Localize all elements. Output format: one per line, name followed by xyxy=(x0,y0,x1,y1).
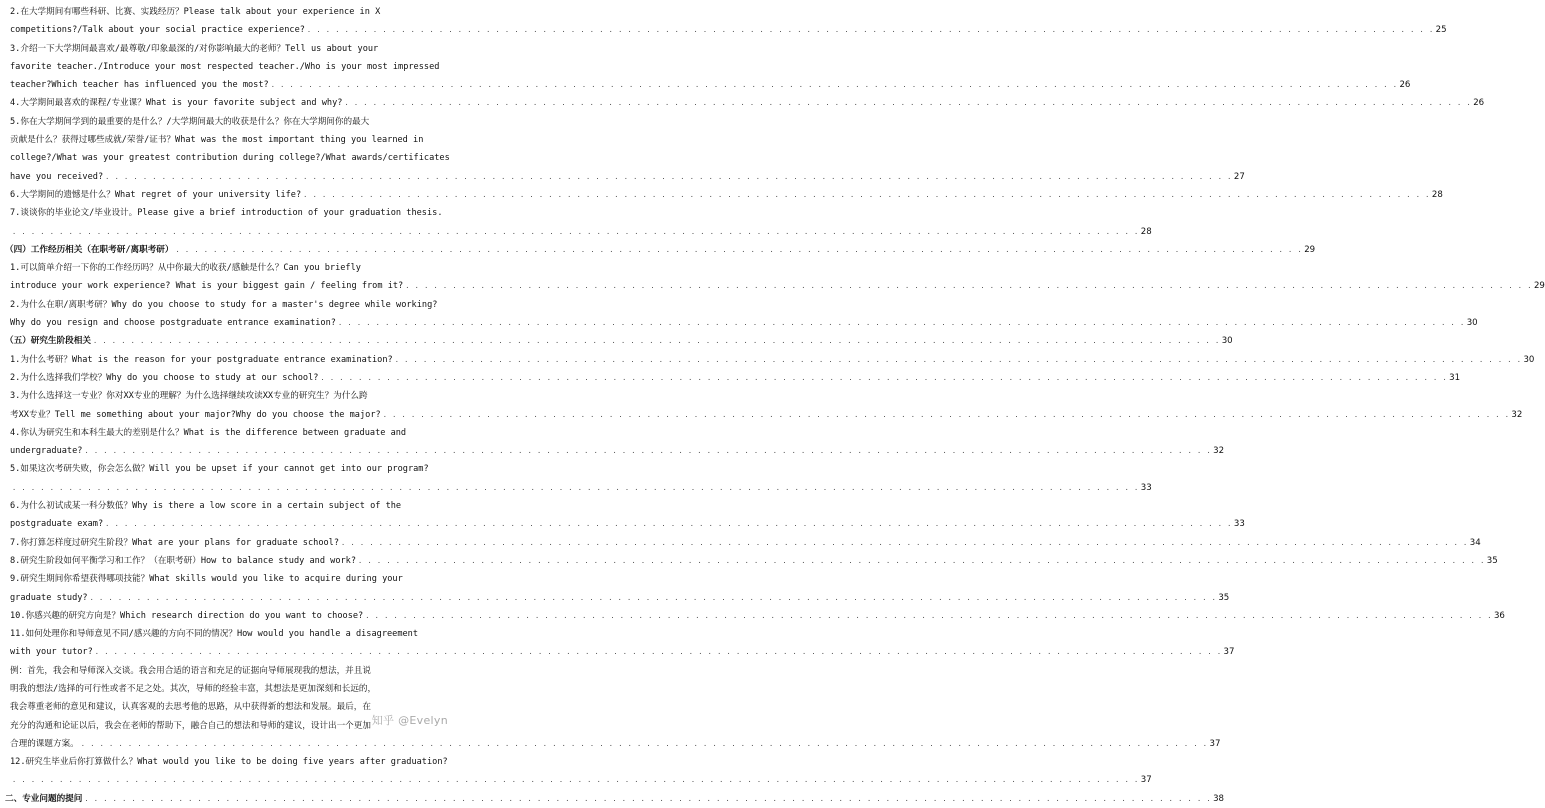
page-number: 29 xyxy=(1304,244,1316,255)
dot-leader: . . . . . . . . . . . . . . . . . . . . . . . . . . . . . . . . . . . . . . . . . . . . . . . . . . . . . . . . . . . . . . . . . . . . . . . . . . . . . . . . . . . . . . . . . . . . . . . . . . . . . . . . . . . . . . . . . . . . . . . . xyxy=(92,337,1220,346)
toc-line xyxy=(10,259,469,277)
toc-text: 7.你打算怎样度过研究生阶段？What are your plans for graduate school? xyxy=(10,537,340,548)
toc-text: 3.介绍一下大学期间最喜欢/最尊敬/印象最深的/对你影响最大的老师？Tell us about your xyxy=(10,43,379,54)
toc-entry[interactable] xyxy=(5,351,1535,369)
toc-text: have you received? xyxy=(10,171,104,182)
toc-entry[interactable] xyxy=(5,94,1485,112)
page-number: 26 xyxy=(1399,80,1411,91)
toc-entry[interactable] xyxy=(5,3,1447,40)
toc-text: college?/What was your greatest contribution during college?/What awards/certificates xyxy=(10,153,450,164)
example-paragraph xyxy=(5,662,1221,753)
toc-line xyxy=(10,771,1152,789)
page-number: 25 xyxy=(1435,25,1447,36)
dot-leader: . . . . . . . . . . . . . . . . . . . . . . . . . . . . . . . . . . . . . . . . . . . . . . . . . . . . . . . . . . . . . . . . . . . . . . . . . . . . . . . . . . . . . . . . . . . . . . . . . . . . . . . . . . . . . . . . . . . . . . . . xyxy=(365,611,1492,620)
page-number: 38 xyxy=(1213,793,1225,804)
page-number: 28 xyxy=(1140,226,1152,237)
toc-text: （四）工作经历相关（在职考研/离职考研） xyxy=(5,244,174,255)
toc-text: 2.在大学期间有哪些科研、比赛、实践经历？Please talk about your experience in X xyxy=(10,7,381,17)
toc-line xyxy=(10,3,469,21)
dot-leader: . . . . . . . . . . . . . . . . . . . . . . . . . . . . . . . . . . . . . . . . . . . . . . . . . . . . . . . . . . . . . . . . . . . . . . . . . . . . . . . . . . . . . . . . . . . . . . . . . . . . . . . . . . . . . . . . . . . . . . . . xyxy=(105,172,1232,181)
dot-leader: . . . . . . . . . . . . . . . . . . . . . . . . . . . . . . . . . . . . . . . . . . . . . . . . . . . . . . . . . . . . . . . . . . . . . . . . . . . . . . . . . . . . . . . . . . . . . . . . . . . . . . . . . . . . . . . . . . . . . . . . xyxy=(175,245,1303,254)
toc-entry[interactable] xyxy=(5,625,1235,662)
toc-text: 2.为什么选择我们学校？Why do you choose to study at our school? xyxy=(10,372,319,383)
toc-entry[interactable] xyxy=(5,369,1461,387)
page-number: 32 xyxy=(1511,409,1523,420)
dot-leader: . . . . . . . . . . . . . . . . . . . . . . . . . . . . . . . . . . . . . . . . . . . . . . . . . . . . . . . . . . . . . . . . . . . . . . . . . . . . . . . . . . . . . . . . . . . . . . . . . . . . . . . . . . . . . . . . . . . . . . . . xyxy=(105,520,1232,529)
page-number: 37 xyxy=(1140,775,1152,786)
dot-leader: . . . . . . . . . . . . . . . . . . . . . . . . . . . . . . . . . . . . . . . . . . . . . . . . . . . . . . . . . . . . . . . . . . . . . . . . . . . . . . . . . . . . . . . . . . . . . . . . . . . . . . . . . . . . . . . . . . . . . . . . xyxy=(94,648,1222,657)
toc-line xyxy=(10,94,1485,112)
chapter-heading[interactable] xyxy=(5,790,1225,808)
watermark: 知乎 @Evelyn xyxy=(371,714,448,727)
toc-entry[interactable] xyxy=(5,497,1245,534)
dot-leader: . . . . . . . . . . . . . . . . . . . . . . . . . . . . . . . . . . . . . . . . . . . . . . . . . . . . . . . . . . . . . . . . . . . . . . . . . . . . . . . . . . . . . . . . . . . . . . . . . . . . . . . . . . . . . . . . . . . . . . . . xyxy=(270,81,1398,90)
toc-line xyxy=(10,479,1152,497)
toc-line xyxy=(10,387,469,405)
toc-line xyxy=(10,643,1235,661)
toc-line xyxy=(10,40,469,58)
page-number: 30 xyxy=(1523,354,1535,365)
chapter-title: 二、专业问题的提问 xyxy=(5,793,83,804)
dot-leader: . . . . . . . . . . . . . . . . . . . . . . . . . . . . . . . . . . . . . . . . . . . . . . . . . . . . . . . . . . . . . . . . . . . . . . . . . . . . . . . . . . . . . . . . . . . . . . . . . . . . . . . . . . . . . . . . . . . . . . . . xyxy=(84,447,1212,456)
toc-entry[interactable] xyxy=(5,753,1152,790)
toc-text: 7.谈谈你的毕业论文/毕业设计。Please give a brief introduction of your graduation thesis. xyxy=(10,208,443,219)
toc-line xyxy=(10,753,469,771)
toc-text: 6.为什么初试成某一科分数低？Why is there a low score in a certain subject of the xyxy=(10,501,402,512)
toc-entry[interactable] xyxy=(5,186,1443,204)
page-number: 29 xyxy=(1533,281,1545,292)
toc-line xyxy=(5,790,1225,808)
toc-entry[interactable] xyxy=(5,460,1152,497)
toc-line xyxy=(10,149,469,167)
toc-line xyxy=(10,296,469,314)
dot-leader: . . . . . . . . . . . . . . . . . . . . . . . . . . . . . . . . . . . . . . . . . . . . . . . . . . . . . . . . . . . . . . . . . . . . . . . . . . . . . . . . . . . . . . . . . . . . . . . . . . . . . . . . . . . . . . . . . . . . . . . . xyxy=(337,319,1465,328)
toc-text: Why do you resign and choose postgraduate entrance examination? xyxy=(10,318,336,329)
toc-entry[interactable] xyxy=(5,259,1545,296)
page-number: 30 xyxy=(1466,318,1478,329)
toc-entry[interactable] xyxy=(5,534,1481,552)
toc-line xyxy=(10,515,1245,533)
section-heading[interactable] xyxy=(5,241,1316,259)
toc-line xyxy=(10,186,1443,204)
toc-text: 6.大学期间的遗憾是什么？What regret of your university life? xyxy=(10,189,302,200)
dot-leader: . . . . . . . . . . . . . . . . . . . . . . . . . . . . . . . . . . . . . . . . . . . . . . . . . . . . . . . . . . . . . . . . . . . . . . . . . . . . . . . . . . . . . . . . . . . . . . . . . . . . . . . . . . . . . . . . . . . . . . . . xyxy=(341,538,1468,547)
toc-text: 1.可以简单介绍一下你的工作经历吗？从中你最大的收获/感触是什么？Can you briefly xyxy=(10,263,361,274)
toc-entry[interactable] xyxy=(5,570,1230,607)
toc-text: 11.如何处理你和导师意见不同/感兴趣的方向不同的情况？How would you handle a disagreement xyxy=(10,629,419,640)
dot-leader: . . . . . . . . . . . . . . . . . . . . . . . . . . . . . . . . . . . . . . . . . . . . . . . . . . . . . . . . . . . . . . . . . . . . . . . . . . . . . . . . . . . . . . . . . . . . . . . . . . . . . . . . . . . . . . . . . . . . . . . . xyxy=(394,355,1522,364)
toc-line xyxy=(10,570,469,588)
example-text: 我会尊重老师的意见和建议，认真客观的去思考他的思路，从中获得新的想法和发展。最后，在 xyxy=(10,702,371,713)
toc-line xyxy=(10,589,1230,607)
toc-entry[interactable] xyxy=(5,424,1225,461)
page-number: 33 xyxy=(1140,482,1152,493)
dot-leader: . . . . . . . . . . . . . . . . . . . . . . . . . . . . . . . . . . . . . . . . . . . . . . . . . . . . . . . . . . . . . . . . . . . . . . . . . . . . . . . . . . . . . . . . . . . . . . . . . . . . . . . . . . . . . . . . . . . . . . . . xyxy=(344,99,1472,108)
toc-line xyxy=(10,131,469,149)
page-number: 30 xyxy=(1221,336,1233,347)
toc-line xyxy=(10,58,469,76)
dot-leader: . . . . . . . . . . . . . . . . . . . . . . . . . . . . . . . . . . . . . . . . . . . . . . . . . . . . . . . . . . . . . . . . . . . . . . . . . . . . . . . . . . . . . . . . . . . . . . . . . . . . . . . . . . . . . . . . . . . . . . . . xyxy=(12,776,1139,785)
dot-leader: . . . . . . . . . . . . . . . . . . . . . . . . . . . . . . . . . . . . . . . . . . . . . . . . . . . . . . . . . . . . . . . . . . . . . . . . . . . . . . . . . . . . . . . . . . . . . . . . . . . . . . . . . . . . . . . . . . . . . . . . xyxy=(306,26,1434,35)
dot-leader: . . . . . . . . . . . . . . . . . . . . . . . . . . . . . . . . . . . . . . . . . . . . . . . . . . . . . . . . . . . . . . . . . . . . . . . . . . . . . . . . . . . . . . . . . . . . . . . . . . . . . . . . . . . . . . . . . . . . . . . . xyxy=(84,794,1212,803)
toc-line xyxy=(5,332,1233,350)
toc-line xyxy=(10,223,1152,241)
toc-text: graduate study? xyxy=(10,592,88,603)
page-number: 26 xyxy=(1473,98,1485,109)
page-number: 31 xyxy=(1449,372,1461,383)
toc-text: favorite teacher./Introduce your most respected teacher./Who is your most impressed xyxy=(10,61,440,72)
example-line xyxy=(10,662,469,680)
toc-line xyxy=(10,76,1411,94)
toc-line xyxy=(10,424,469,442)
toc-text: 贡献是什么？获得过哪些成就/荣誉/证书？What was the most important thing you learned in xyxy=(10,135,424,146)
toc-line xyxy=(10,168,1245,186)
toc-text: undergraduate? xyxy=(10,446,83,457)
dot-leader: . . . . . . . . . . . . . . . . . . . . . . . . . . . . . . . . . . . . . . . . . . . . . . . . . . . . . . . . . . . . . . . . . . . . . . . . . . . . . . . . . . . . . . . . . . . . . . . . . . . . . . . . . . . . . . . . . . . . . . . . xyxy=(358,556,1485,565)
toc-line xyxy=(10,607,1505,625)
toc-text: competitions?/Talk about your social practice experience? xyxy=(10,25,305,36)
toc-text: 考XX专业？Tell me something about your major?Why do you choose the major? xyxy=(10,409,381,420)
toc-line xyxy=(10,442,1225,460)
toc-line xyxy=(10,204,469,222)
section-heading[interactable] xyxy=(5,332,1233,350)
toc-text: 8.研究生阶段如何平衡学习和工作？（在职考研）How to balance study and work? xyxy=(10,555,357,566)
toc-line xyxy=(10,534,1481,552)
page-number: 34 xyxy=(1469,537,1481,548)
toc-line xyxy=(10,460,469,478)
toc-entry[interactable] xyxy=(5,113,1245,186)
page-number: 33 xyxy=(1233,519,1245,530)
toc-line xyxy=(10,369,1461,387)
toc-text: teacher?Which teacher has influenced you the most? xyxy=(10,80,269,91)
toc-text: 2.为什么在职/离职考研？Why do you choose to study for a master's degree while working? xyxy=(10,299,438,310)
example-line xyxy=(10,680,469,698)
toc-text: introduce your work experience? What is your biggest gain / feeling from it? xyxy=(10,281,404,292)
toc-entry[interactable] xyxy=(5,296,1478,333)
page-number: 36 xyxy=(1493,610,1505,621)
toc-line xyxy=(10,552,1498,570)
toc-text: 4.大学期间最喜欢的课程/专业课？What is your favorite subject and why? xyxy=(10,98,343,109)
page-number: 37 xyxy=(1223,647,1235,658)
dot-leader: . . . . . . . . . . . . . . . . . . . . . . . . . . . . . . . . . . . . . . . . . . . . . . . . . . . . . . . . . . . . . . . . . . . . . . . . . . . . . . . . . . . . . . . . . . . . . . . . . . . . . . . . . . . . . . . . . . . . . . . . xyxy=(12,227,1139,236)
example-text: 合理的课题方案。 xyxy=(10,738,79,749)
toc-text: 3.为什么选择这一专业？你对XX专业的理解？为什么选择继续攻读XX专业的研究生？为什么跨 xyxy=(10,391,368,402)
page-number: 28 xyxy=(1431,189,1443,200)
toc-text: （五）研究生阶段相关 xyxy=(5,336,91,347)
example-text: 例：首先，我会和导师深入交谈。我会用合适的语言和充足的证据向导师展现我的想法，并且说 xyxy=(10,665,371,676)
toc-line xyxy=(5,241,1316,259)
toc-text: 12.研究生毕业后你打算做什么？What would you like to be doing five years after graduation? xyxy=(10,757,448,768)
page-number: 37 xyxy=(1209,738,1221,749)
example-text: 明我的想法/选择的可行性或者不足之处。其次，导师的经验丰富，其想法是更加深刻和长远的， xyxy=(10,683,377,694)
toc-entry[interactable] xyxy=(5,204,1152,241)
dot-leader: . . . . . . . . . . . . . . . . . . . . . . . . . . . . . . . . . . . . . . . . . . . . . . . . . . . . . . . . . . . . . . . . . . . . . . . . . . . . . . . . . . . . . . . . . . . . . . . . . . . . . . . . . . . . . . . . . . . . . . . . xyxy=(89,593,1217,602)
page-number: 27 xyxy=(1233,171,1245,182)
toc-line xyxy=(10,314,1478,332)
toc-text: postgraduate exam? xyxy=(10,519,104,530)
dot-leader: . . . . . . . . . . . . . . . . . . . . . . . . . . . . . . . . . . . . . . . . . . . . . . . . . . . . . . . . . . . . . . . . . . . . . . . . . . . . . . . . . . . . . . . . . . . . . . . . . . . . . . . . . . . . . . . . . . . . . . . . xyxy=(382,410,1510,419)
dot-leader: . . . . . . . . . . . . . . . . . . . . . . . . . . . . . . . . . . . . . . . . . . . . . . . . . . . . . . . . . . . . . . . . . . . . . . . . . . . . . . . . . . . . . . . . . . . . . . . . . . . . . . . . . . . . . . . . . . . . . . . . xyxy=(303,190,1430,199)
toc-line xyxy=(10,497,469,515)
example-text: 充分的沟通和论证以后，我会在老师的帮助下，融合自己的想法和导师的建议，设计出一个更加 xyxy=(10,720,371,731)
page-number: 32 xyxy=(1213,446,1225,457)
toc-text: 9.研究生期间你希望获得哪项技能？What skills would you like to acquire during your xyxy=(10,574,403,585)
toc-text: 5.如果这次考研失败，你会怎么做？Will you be upset if your cannot get into our program? xyxy=(10,464,429,475)
toc-line xyxy=(10,21,1447,39)
dot-leader: . . . . . . . . . . . . . . . . . . . . . . . . . . . . . . . . . . . . . . . . . . . . . . . . . . . . . . . . . . . . . . . . . . . . . . . . . . . . . . . . . . . . . . . . . . . . . . . . . . . . . . . . . . . . . . . . . . . . . . . . xyxy=(80,739,1208,748)
toc-text: with your tutor? xyxy=(10,647,93,658)
toc-line xyxy=(10,277,1545,295)
toc-entry[interactable] xyxy=(5,40,1411,95)
toc-line xyxy=(10,351,1535,369)
toc-entry[interactable] xyxy=(5,387,1523,424)
page-number: 35 xyxy=(1486,555,1498,566)
dot-leader: . . . . . . . . . . . . . . . . . . . . . . . . . . . . . . . . . . . . . . . . . . . . . . . . . . . . . . . . . . . . . . . . . . . . . . . . . . . . . . . . . . . . . . . . . . . . . . . . . . . . . . . . . . . . . . . . . . . . . . . . xyxy=(12,483,1139,492)
page-number: 35 xyxy=(1218,592,1230,603)
example-line xyxy=(10,735,1221,753)
toc-line xyxy=(10,113,469,131)
toc-entry[interactable] xyxy=(5,607,1505,625)
dot-leader: . . . . . . . . . . . . . . . . . . . . . . . . . . . . . . . . . . . . . . . . . . . . . . . . . . . . . . . . . . . . . . . . . . . . . . . . . . . . . . . . . . . . . . . . . . . . . . . . . . . . . . . . . . . . . . . . . . . . . . . . xyxy=(320,373,1448,382)
toc-line xyxy=(10,406,1523,424)
toc-text: 5.你在大学期间学到的最重要的是什么？/大学期间最大的收获是什么？你在大学期间你的最大 xyxy=(10,116,370,127)
toc-text: 10.你感兴趣的研究方向是？Which research direction do you want to choose? xyxy=(10,610,364,621)
toc-entry[interactable] xyxy=(5,552,1498,570)
toc-text: 4.你认为研究生和本科生最大的差别是什么？What is the difference between graduate and xyxy=(10,427,407,438)
toc-text: 1.为什么考研？What is the reason for your postgraduate entrance examination? xyxy=(10,354,393,365)
toc-line xyxy=(10,625,469,643)
dot-leader: . . . . . . . . . . . . . . . . . . . . . . . . . . . . . . . . . . . . . . . . . . . . . . . . . . . . . . . . . . . . . . . . . . . . . . . . . . . . . . . . . . . . . . . . . . . . . . . . . . . . . . . . . . . . . . . . . . . . . . . . xyxy=(405,282,1532,291)
